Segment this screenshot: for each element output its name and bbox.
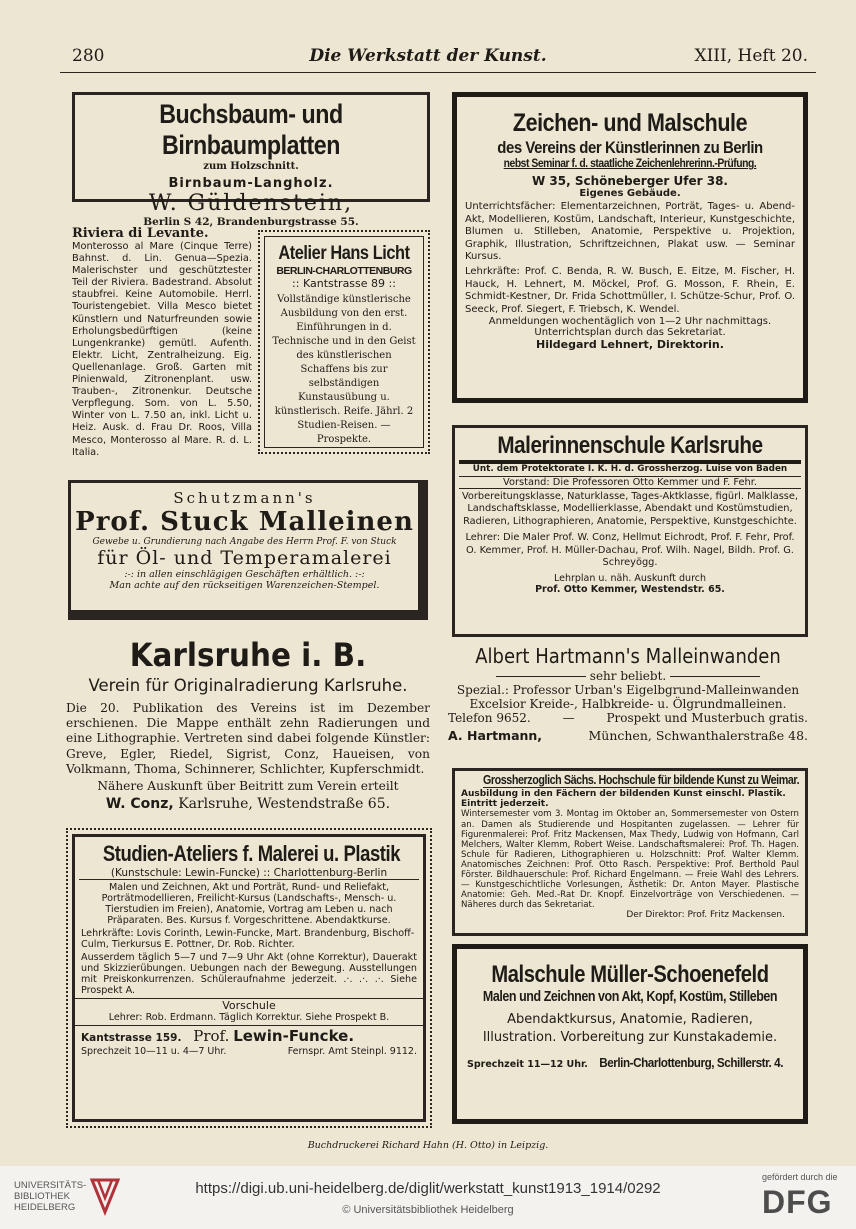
ad-hartmann-sub bbox=[448, 669, 808, 683]
ad-weimar-text1: Ausbildung in den Fächern der bildenden Kunst einschl. Plastik. Eintritt jederzeit. bbox=[461, 789, 786, 810]
ad-mueller-address: Berlin-Charlottenburg, Schillerstr. 4. bbox=[598, 1055, 783, 1070]
ad-atelier bbox=[258, 230, 430, 454]
ad-buchsbaum-line2: Birnbaum-Langholz. bbox=[168, 176, 334, 191]
ad-hartmann-title: Albert Hartmann's Malleinwanden bbox=[475, 644, 781, 668]
ad-zeichenschule bbox=[452, 92, 808, 403]
ad-studien-text1: Malen und Zeichnen, Akt und Porträt, Rund- und Reliefakt, Porträtmodellieren, Freilicht-Kursus (Landschafts-, Mensch- u. Tierstudien im Freien), Anatomie, Vortrag am Leben u. nach Präparaten. Bes. Kursus f. Vorgeschrittene. Abendaktkurse. bbox=[101, 882, 397, 926]
footer-bar bbox=[0, 1166, 856, 1229]
ad-mueller bbox=[452, 944, 808, 1124]
ad-mueller-footer bbox=[457, 1053, 803, 1072]
ad-studien bbox=[66, 828, 432, 1128]
ad-karlsruhe bbox=[66, 636, 430, 812]
ad-buchsbaum bbox=[72, 92, 430, 228]
ad-hartmann-phone: Telefon 9652. bbox=[448, 711, 531, 725]
ad-studien-hours: Sprechzeit 10—11 u. 4—7 Uhr. bbox=[81, 1046, 227, 1057]
ad-malerinnenschule-board: Vorstand: Die Professoren Otto Kemmer und F. Fehr. bbox=[459, 476, 801, 489]
journal-title: Die Werkstatt der Kunst. bbox=[309, 46, 547, 66]
ad-hartmann-prospekt: Prospekt und Musterbuch gratis. bbox=[606, 711, 808, 725]
ad-studien-inner bbox=[72, 834, 426, 1122]
ad-studien-text2: Ausserdem täglich 5—7 und 7—9 Uhr Akt (ohne Korrektur), Dauerakt und Skizzierübungen. Uebungen nach der Bewegung. Ausstellungen mit Preiskonkurrenzen. Schüleraufnahme jederzeit. .·. .·. .·. Siehe Prospekt A. bbox=[75, 950, 423, 999]
ad-hartmann-line2: Excelsior Kreide-, Halbkreide- u. Ölgrundmalleinen. bbox=[469, 697, 787, 711]
ad-hartmann-name: A. Hartmann, bbox=[448, 728, 543, 743]
ad-malerinnenschule-protector: Unt. dem Protektorate I. K. H. d. Grossherzog. Luise von Baden bbox=[472, 464, 788, 474]
library-line3: HEIDELBERG bbox=[14, 1202, 76, 1213]
ad-studien-phone: Fernspr. Amt Steinpl. 9112. bbox=[287, 1046, 417, 1057]
library-line1: UNIVERSITÄTS- bbox=[14, 1180, 87, 1191]
ad-hartmann-city: München, Schwanthalerstraße 48. bbox=[588, 728, 808, 743]
ad-hartmann-phone-row bbox=[448, 711, 808, 725]
ad-zeichenschule-plan: Unterrichtsplan durch das Sekretariat. bbox=[534, 327, 726, 339]
ad-weimar-text2: Wintersemester vom 3. Montag im Oktober an, Sommersemester von Ostern an. Damen als Studierende und Hospitanten zugelassen. — Lehrer für Figurenmalerei: Prof. Fritz Mackensen, Max Thedy, Ludwig von Hofmann, Carl Melchers, Walter Klemm, Robert Weise. Landschaftsmalerei: Prof. Th. Hagen. Schule für Radieren, Lithographieren u. Holzschnitt: Prof. Walter Klemm. Anatomisches Zeichnen: Prof. Otto Rasch. Perspektive: Prof. Berthold Paul Förster. Bildhauerschule: Prof. Richard Engelmann. — Freie Wahl des Lehrers. — Kunstgeschichtliche Vorlesungen, Ästhetik: Dr. Anton Mayer. Plastische Anatomie: Geh. Med.-Rat Dr. Knopf. Einzelvorträge von Verschiedenen. — Näheres durch das Sekretariat. bbox=[461, 809, 799, 911]
funded-by-label: gefördert durch die bbox=[762, 1172, 838, 1182]
ad-stuck-line4: :-: in allen einschlägigen Geschäften erhältlich. :-: bbox=[124, 569, 365, 580]
ad-atelier-title: Atelier Hans Licht bbox=[278, 243, 410, 264]
ad-studien-vorschule-text: Lehrer: Rob. Erdmann. Täglich Korrektur. Siehe Prospekt B. bbox=[75, 1012, 423, 1026]
ad-atelier-city: BERLIN-CHARLOTTENBURG bbox=[276, 265, 412, 277]
ad-malerinnenschule-teachers: Lehrer: Die Maler Prof. W. Conz, Hellmut Eichrodt, Prof. F. Fehr, Prof. O. Kemmer, Prof. H. Müller-Dachau, Prof. Wilh. Nagel, Bildh. Prof. G. Schreyögg. bbox=[465, 532, 795, 569]
ad-hartmann-name-row bbox=[448, 728, 808, 743]
ad-karlsruhe-contact-name: W. Conz, bbox=[105, 796, 174, 813]
ad-studien-hours-row bbox=[75, 1046, 423, 1057]
ad-hartmann bbox=[448, 644, 808, 743]
ad-riviera bbox=[72, 226, 252, 459]
ad-mueller-title: Malschule Müller-Schoenefeld bbox=[491, 961, 769, 988]
rule-right bbox=[670, 676, 760, 677]
ad-malerinnenschule-contact: Prof. Otto Kemmer, Westendstr. 65. bbox=[535, 584, 725, 596]
ad-karlsruhe-title: Karlsruhe i. B. bbox=[129, 636, 367, 674]
ad-zeichenschule-registration: Anmeldungen wochentäglich von 1—2 Uhr nachmittags. bbox=[488, 316, 772, 328]
ad-malerinnenschule-classes: Vorbereitungsklasse, Naturklasse, Tages-Aktklasse, figürl. Malklasse, Landschaftsklasse, Modellierklasse, Abendakt und Kostümstudien, Radieren, Lithographieren, Anatomie, Perspektive, Kunstgeschichte. bbox=[461, 491, 799, 527]
ad-weimar bbox=[452, 768, 808, 936]
ad-stuck-title: Prof. Stuck Malleinen bbox=[75, 507, 414, 537]
ad-weimar-title: Grossherzoglich Sächs. Hochschule für bildende Kunst zu Weimar. bbox=[482, 773, 800, 787]
ad-zeichenschule-title2: des Vereins der Künstlerinnen zu Berlin bbox=[497, 138, 763, 157]
ad-karlsruhe-contact bbox=[66, 796, 430, 812]
ad-zeichenschule-teachers: Lehrkräfte: Prof. C. Benda, R. W. Busch, E. Eitze, M. Fischer, H. Hauck, H. Lehnert, M. Möckel, Prof. G. Mosson, F. Rhein, E. Schmidt-Kestner, Dr. Frida Schottmüller, I. Schütze-Schur, Prof. O. Seeck, Prof. Siegert, F. Triebsch, K. Wendel. bbox=[465, 265, 795, 315]
ad-atelier-address: :: Kantstrasse 89 :: bbox=[292, 277, 396, 290]
header-rule bbox=[60, 72, 816, 73]
ad-stuck bbox=[68, 480, 428, 620]
ad-zeichenschule-title1: Zeichen- und Malschule bbox=[512, 109, 748, 137]
ad-studien-prof: Prof. bbox=[193, 1027, 230, 1045]
ad-studien-vorschule: Vorschule bbox=[222, 999, 276, 1012]
ad-malerinnenschule-header bbox=[459, 432, 801, 464]
ad-buchsbaum-address: Berlin S 42, Brandenburgstrasse 55. bbox=[143, 216, 359, 228]
ad-hartmann-line1: Spezial.: Professor Urban's Eigelbgrund-Malleinwanden bbox=[456, 683, 800, 697]
ad-hartmann-sub-text: sehr beliebt. bbox=[589, 669, 667, 683]
library-line2: BIBLIOTHEK bbox=[14, 1191, 70, 1202]
ad-studien-teachers: Lehrkräfte: Lovis Corinth, Lewin-Funcke, Mart. Brandenburg, Bischoff-Culm, Tierkursus E. Pottner, Dr. Rob. Richter. bbox=[81, 928, 415, 950]
ad-malerinnenschule bbox=[452, 425, 808, 637]
ad-buchsbaum-name: W. Güldenstein, bbox=[148, 191, 354, 216]
ad-stuck-sub: Gewebe u. Grundierung nach Angabe des Herrn Prof. F. von Stuck bbox=[92, 537, 397, 547]
ad-atelier-inner bbox=[264, 236, 424, 448]
volume-issue: XIII, Heft 20. bbox=[694, 46, 808, 66]
ad-studien-prof-name: Lewin-Funcke. bbox=[233, 1027, 355, 1045]
ad-malerinnenschule-plan: Lehrplan u. näh. Auskunft durch bbox=[553, 573, 707, 585]
ad-buchsbaum-title: Buchsbaum- und Birnbaumplatten bbox=[159, 99, 343, 160]
ad-karlsruhe-subtitle: Verein für Originalradierung Karlsruhe. bbox=[88, 676, 408, 695]
ad-zeichenschule-title3: nebst Seminar f. d. staatliche Zeichenlehrerinn.-Prüfung. bbox=[503, 158, 757, 170]
ad-riviera-title: Riviera di Levante. bbox=[72, 226, 209, 241]
ad-zeichenschule-address: W 35, Schöneberger Ufer 38. bbox=[531, 174, 728, 188]
ad-atelier-text: Vollständige künstlerische Ausbildung von den erst. Einführungen in d. Technische und in den Geist des künstlerischen Schaffens bis zur selbständigen Kunstausübung u. künstlerisch. Reife. Jährl. 2 Studien-Reisen. — Prospekte. bbox=[272, 294, 416, 445]
ad-riviera-text: Monterosso al Mare (Cinque Terre) Bahnst. d. Lin. Genua—Spezia. Malerischster und geschütztester Teil der Riviera. Badestrand. Absolut staubfrei. Keine Automobile. Herrl. Touristengebiet. Villa Mesco bietet Künstlern und Naturfreunden sowie Erholungsbedürftigen (keine Lungenkranke) gemütl. Aufenth. Elektr. Licht, Zentralheizung. Eig. Quellenanlage. Groß. Garten mit Pinienwald, Zitronenplant. usw. Trauben-, Zitronenkur. Deutsche Verpflegung. Som. von L. 5.50, Winter von L. 7.50 an, inkl. Licht u. Heiz. Ausk. d. Frau Dr. Roos, Villa Mesco, Monterosso al Mare. R. d. L. Italia. bbox=[72, 241, 252, 458]
ad-buchsbaum-sub: zum Holzschnitt. bbox=[203, 161, 299, 172]
page-url-link[interactable]: https://digi.ub.uni-heidelberg.de/diglit/werkstatt_kunst1913_1914/0292 bbox=[195, 1180, 661, 1197]
ad-studien-title: Studien-Ateliers f. Malerei u. Plastik bbox=[102, 841, 401, 866]
copyright-notice: © Universitätsbibliothek Heidelberg bbox=[342, 1204, 514, 1216]
ad-stuck-line3: für Öl- und Temperamalerei bbox=[97, 547, 392, 569]
ad-mueller-sub: Malen und Zeichnen von Akt, Kopf, Kostüm, Stilleben bbox=[482, 989, 778, 1005]
ad-stuck-line5: Man achte auf den rückseitigen Warenzeichen-Stempel. bbox=[109, 580, 380, 591]
ad-studien-sub: (Kunstschule: Lewin-Funcke) :: Charlottenburg-Berlin bbox=[79, 867, 419, 880]
ad-karlsruhe-text: Die 20. Publikation des Vereins ist im Dezember erschienen. Die Mappe enthält zehn Radierungen und eine Lithographie. Vertreten sind dabei folgende Künstler: Greve, Egler, Riedel, Sigrist, Conz, Haueisen, von Volkmann, Thoma, Schinnerer, Schlichter, Kupferschmidt. bbox=[66, 701, 430, 776]
ad-studien-address: Kantstrasse 159. bbox=[81, 1032, 182, 1044]
ad-zeichenschule-director: Hildegard Lehnert, Direktorin. bbox=[536, 338, 724, 352]
printer-line: Buchdruckerei Richard Hahn (H. Otto) in Leipzig. bbox=[307, 1140, 549, 1151]
ad-weimar-signature: Der Direktor: Prof. Fritz Mackensen. bbox=[626, 910, 785, 921]
dfg-logo: DFG bbox=[762, 1184, 833, 1220]
rule-left bbox=[496, 676, 586, 677]
page-number: 280 bbox=[72, 46, 105, 66]
ad-studien-address-row bbox=[75, 1026, 423, 1046]
ad-zeichenschule-building: Eigenes Gebäude. bbox=[579, 188, 681, 199]
ad-malerinnenschule-title: Malerinnenschule Karlsruhe bbox=[497, 432, 763, 459]
ad-stuck-line1: Schutzmann's bbox=[173, 489, 316, 507]
ad-mueller-text: Abendaktkursus, Anatomie, Radieren, Illustration. Vorbereitung zur Kunstakademie. bbox=[482, 1012, 778, 1045]
ad-karlsruhe-contact-rest: Karlsruhe, Westendstraße 65. bbox=[178, 796, 391, 813]
ad-karlsruhe-info: Nähere Auskunft über Beitritt zum Verein erteilt bbox=[97, 779, 399, 794]
ad-zeichenschule-subjects: Unterrichtsfächer: Elementarzeichnen, Porträt, Tages- u. Abend-Akt, Modellieren, Kostüm, Landschaft, Interieur, Kunstgeschichte, Blumen u. Stilleben, Anatomie, Perspektive u. Projektion, Graphik, Illustration, Schriftzeichnen, Plakat usw. — Seminar Kursus. bbox=[465, 201, 795, 263]
ad-mueller-hours: Sprechzeit 11—12 Uhr. bbox=[467, 1059, 588, 1070]
ad-hartmann-dash: — bbox=[562, 711, 575, 725]
